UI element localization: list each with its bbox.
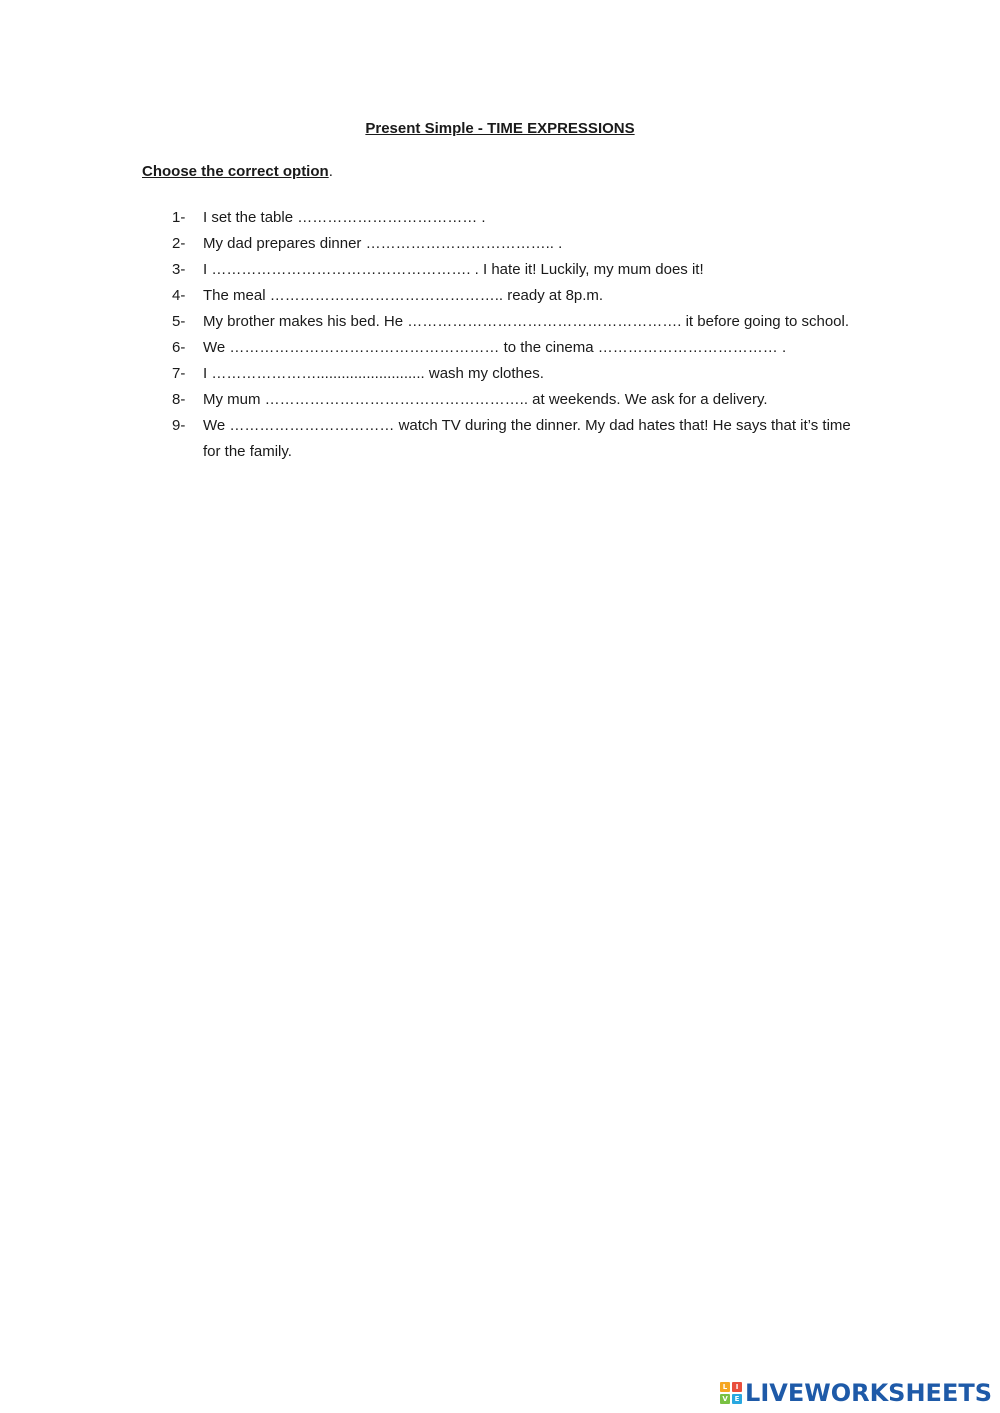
question-item (172, 335, 852, 361)
instruction-text: Choose the correct option (142, 163, 329, 180)
question-list (172, 205, 852, 465)
worksheet-title: Present Simple - TIME EXPRESSIONS (365, 120, 635, 137)
question-number: 4- (172, 287, 186, 304)
question-item (172, 413, 852, 465)
logo-text: LIVEWORKSHEETS (745, 1379, 992, 1407)
question-number: 7- (172, 365, 186, 382)
logo-letter-e: E (732, 1394, 742, 1404)
question-item (172, 309, 852, 335)
liveworksheets-logo-icon (720, 1382, 742, 1404)
question-text: My mum …………………………………………….. at weekends. We ask for a delivery. (203, 391, 768, 408)
question-item (172, 231, 852, 257)
liveworksheets-logo (720, 1380, 992, 1406)
question-item (172, 205, 852, 231)
question-number: 8- (172, 391, 186, 408)
question-number: 9- (172, 417, 186, 434)
instruction-period: . (328, 163, 333, 180)
question-item (172, 283, 852, 309)
question-text: We …………………………… watch TV during the dinner. My dad hates that! He says that it’s time for the family. (203, 417, 851, 460)
question-number: 3- (172, 261, 186, 278)
question-number: 1- (172, 209, 186, 226)
question-text: My dad prepares dinner ……………………………….. . (203, 235, 563, 252)
question-text: I ………………….......................... wash my clothes. (203, 365, 544, 382)
question-text: My brother makes his bed. He ………………………………………………. it before going to school. (203, 313, 850, 330)
question-number: 5- (172, 313, 186, 330)
instruction (142, 163, 333, 180)
logo-letter-i: I (732, 1382, 742, 1392)
question-number: 6- (172, 339, 186, 356)
question-item (172, 257, 852, 283)
logo-letter-v: V (720, 1394, 730, 1404)
question-item (172, 361, 852, 387)
question-text: I ……………………………………………. . I hate it! Luckily, my mum does it! (203, 261, 704, 278)
question-text: I set the table ……………………………… . (203, 209, 486, 226)
logo-letter-l: L (720, 1382, 730, 1392)
question-number: 2- (172, 235, 186, 252)
question-text: We ……………………………………………… to the cinema ……………………………… . (203, 339, 787, 356)
question-text: The meal ……………………………………….. ready at 8p.m. (203, 287, 604, 304)
question-item (172, 387, 852, 413)
